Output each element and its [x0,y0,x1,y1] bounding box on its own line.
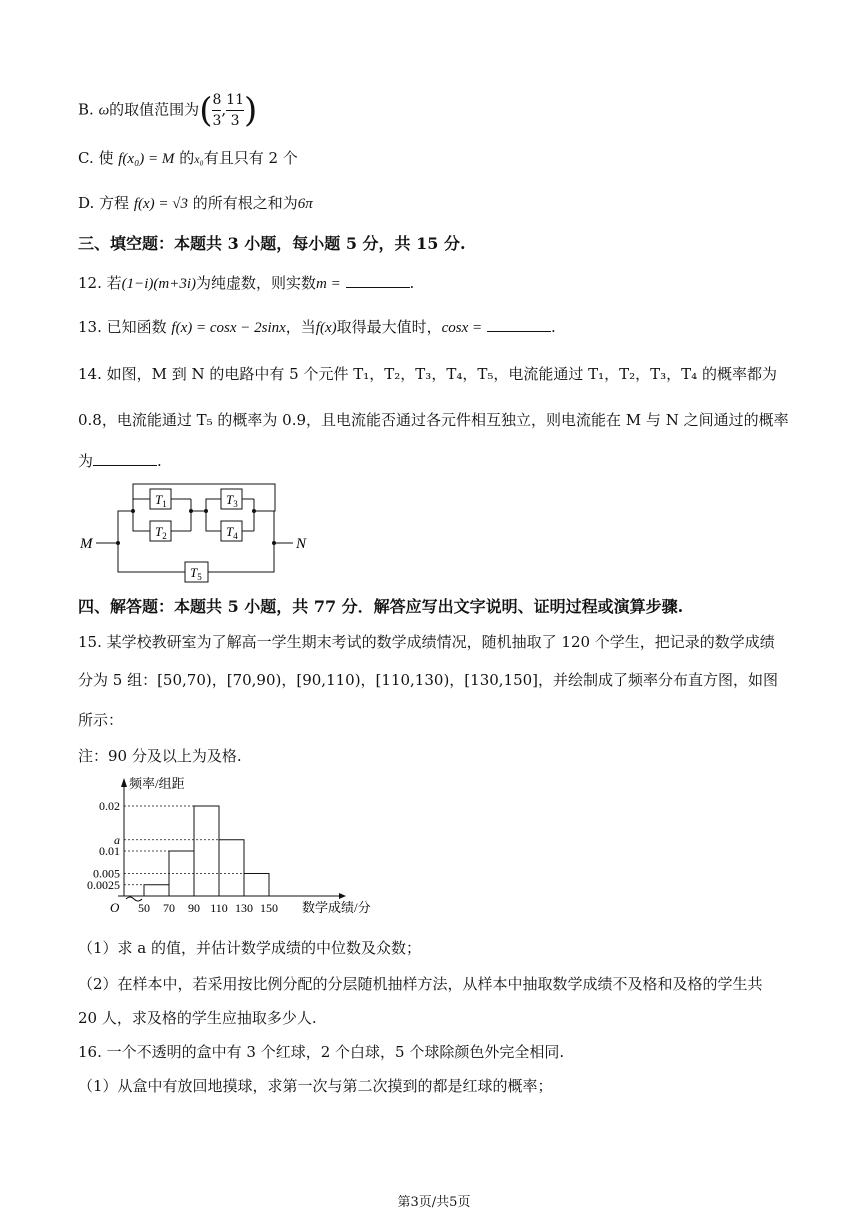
element-t3: $T_3$ [226,492,238,509]
x-tick-label: 130 [235,901,253,915]
label-m: M [80,536,93,552]
question-15-line-3: 所示： [78,711,124,729]
y-tick-label: a [114,832,120,847]
question-15-part-2-line-1: （2）在样本中，若采用按比例分配的分层随机抽样方法，从样本中抽取数学成绩不及格和及格的学生共 [78,975,763,993]
frequency-histogram [78,770,378,928]
y-axis-label: 频率/组距 [129,776,185,791]
histogram-bar [219,840,244,896]
answer-blank[interactable] [346,273,410,288]
question-16-line-1: 16. 一个不透明的盒中有 3 个红球，2 个白球，5 个球除颜色外完全相同. [78,1043,565,1061]
y-axis-arrow [121,778,127,787]
question-15-part-1: （1）求 a 的值，并估计数学成绩的中位数及众数； [78,939,422,957]
x-tick-label: 50 [138,901,150,915]
omega-symbol: ω [98,102,110,119]
x-tick-label: 150 [260,901,278,915]
fraction-11-3: $\frac{11}{3}$ [226,92,244,129]
y-tick-label: 0.005 [93,866,120,881]
origin-label: O [110,900,120,915]
section-4-heading: 四、解答题：本题共 5 小题，共 77 分．解答应写出文字说明、证明过程或演算步骤. [78,597,684,616]
label-n: N [296,536,307,552]
element-t4: $T_4$ [226,524,238,541]
option-d: D. 方程 f(x) = √3 的所有根之和为6π [78,194,313,212]
y-tick-label: 0.02 [99,799,120,813]
question-14-line-1: 14. 如图，M 到 N 的电路中有 5 个元件 T₁，T₂，T₃，T₄，T₅，电流能通过 T₁，T₂，T₃，T₄ 的概率都为 [78,365,777,383]
answer-blank[interactable] [93,451,157,466]
question-13: 13. 已知函数 f(x) = cosx − 2sinx，当f(x)取得最大值时，cosx = . [78,318,556,336]
question-16-part-1: （1）从盒中有放回地摸球，求第一次与第二次摸到的都是红球的概率； [78,1077,553,1095]
x-tick-label: 70 [163,901,175,915]
option-b: B. ω的取值范围为( $\frac{8}{3}$ , $\frac{11}{3}$ ) [78,90,258,131]
math-expression: f(x) = √3 [133,196,188,212]
element-t1: $T_1$ [155,492,167,509]
question-15-note: 注：90 分及以上为及格. [78,747,242,765]
page-footer: 第3页/共5页 [397,1195,471,1210]
y-tick-label: 0.0025 [87,877,120,892]
question-15-line-2: 分为 5 组：[50,70)，[70,90)，[90,110)，[110,130)，[130,150]，并绘制成了频率分布直方图，如图 [78,671,779,689]
question-15-part-2-line-2: 20 人，求及格的学生应抽取多少人. [78,1009,317,1027]
circuit-diagram [78,480,318,585]
histogram-bar [144,885,169,896]
section-3-heading: 三、填空题：本题共 3 小题，每小题 5 分，共 15 分. [78,234,466,253]
x-axis-arrow [339,893,346,899]
answer-blank[interactable] [487,317,551,332]
y-tick-label: 0.01 [99,844,120,858]
math-expression: f(x₀) = M [118,151,175,167]
option-c: C. 使 f(x₀) = M 的x₀有且只有 2 个 [78,149,298,167]
question-15-line-1: 15. 某学校教研室为了解高一学生期末考试的数学成绩情况，随机抽取了 120 个学生，把记录的数学成绩 [78,633,775,651]
question-14-line-2: 0.8，电流能通过 T₅ 的概率为 0.9，且电流能否通过各元件相互独立，则电流能在 M 与 N 之间通过的概率 [78,411,789,429]
histogram-bar [194,806,219,896]
element-t5: $T_5$ [190,565,202,582]
x-tick-label: 90 [188,901,200,915]
histogram-bar [244,874,269,897]
fraction-8-3: $\frac{8}{3}$ [212,92,222,129]
question-12: 12. 若(1−i)(m+3i)为纯虚数，则实数m = . [78,274,415,292]
element-t2: $T_2$ [155,524,167,541]
question-14-line-3: 为 . [78,452,162,470]
x-axis-label: 数学成绩/分 [302,900,371,915]
x-tick-label: 110 [210,901,228,915]
